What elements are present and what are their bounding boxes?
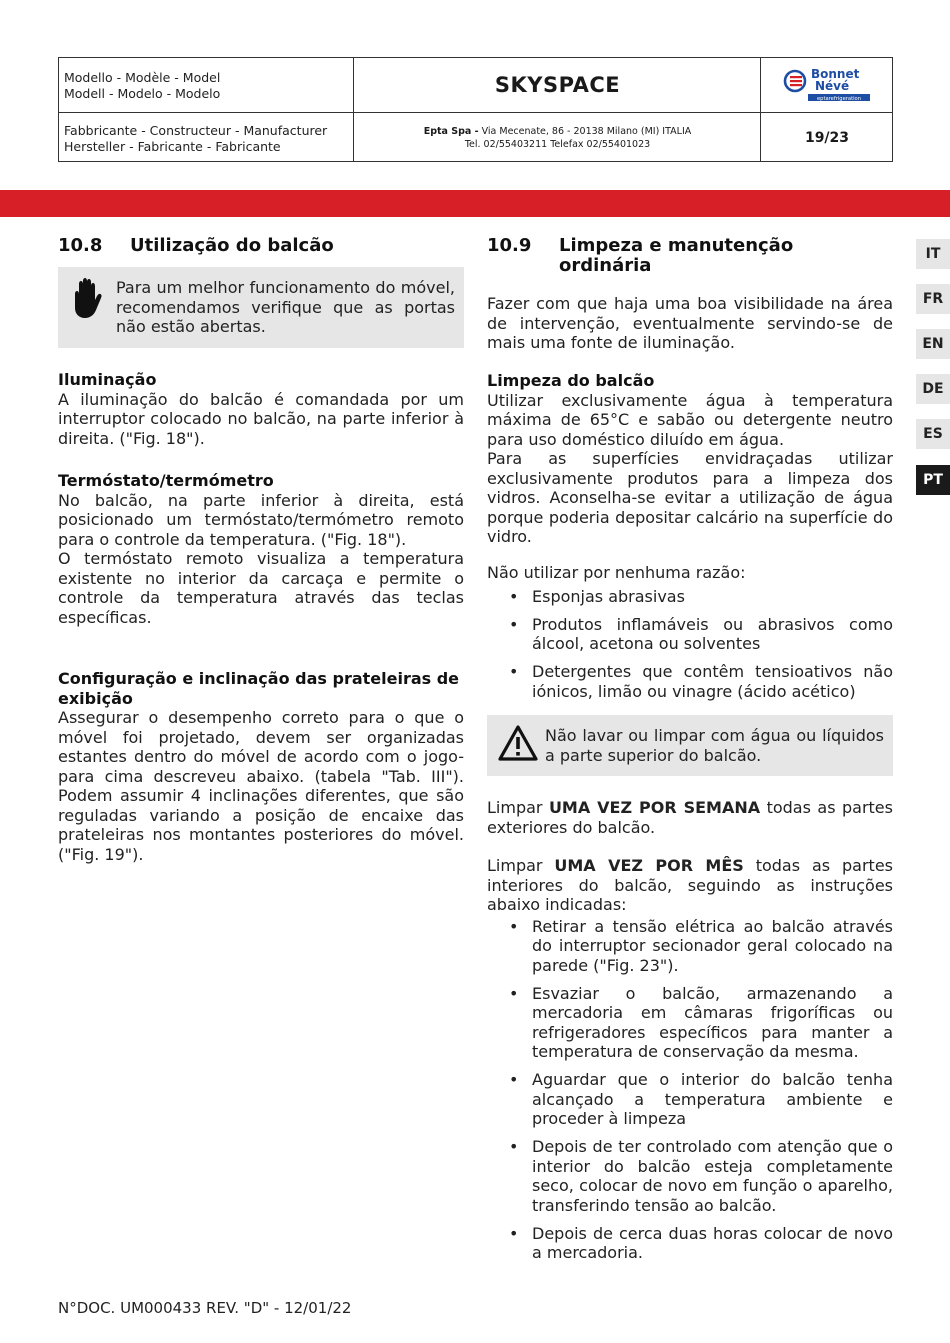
lang-tab-it[interactable]: IT — [916, 239, 950, 269]
thermostat-text-2: O termóstato remoto visualiza a temperatura existente no interior da carcaça e permite o controle da temperatura através das teclas específicas. — [58, 549, 464, 627]
thermostat-block — [58, 471, 464, 627]
lang-tab-pt[interactable]: PT — [916, 465, 950, 495]
monthly-post: todas as partes interiores do balcão, seguindo as instruções abaixo indicadas: — [487, 856, 893, 914]
section-number: 10.9 — [487, 235, 532, 256]
list-item: • Aguardar que o interior do balcão tenha alcançado a temperatura ambiente e proceder à limpeza — [487, 1070, 893, 1129]
red-band — [0, 190, 950, 217]
lang-tab-fr[interactable]: FR — [916, 284, 950, 314]
section-heading-10-9 — [487, 236, 893, 276]
weekly-block — [487, 798, 893, 837]
list-item: • Esponjas abrasivas — [487, 587, 893, 607]
cleaning-text-1: Utilizar exclusivamente água à temperatura máxima de 65°C e sabão ou detergente neutro para uso doméstico diluído em água. — [487, 390, 893, 449]
manufacturer-label-line2: Hersteller - Fabricante - Fabricante — [64, 139, 281, 154]
model-label — [64, 70, 220, 102]
cleaning-title: Limpeza do balcão — [487, 371, 655, 390]
brand-logo — [761, 58, 893, 112]
company-name: Epta Spa - — [423, 125, 479, 137]
list-item: • Depois de cerca duas horas colocar de novo a mercadoria. — [487, 1224, 893, 1263]
intro-text: Fazer com que haja uma boa visibilidade na área de intervenção, eventualmente servindo-se de mais uma fonte de iluminação. — [487, 294, 893, 352]
logo-subtext: eptarefrigeration — [816, 95, 862, 102]
cleaning-text-2: Para as superfícies envidraçadas utilizar exclusivamente produtos para a limpeza dos vidros. Aconselha-se evitar a utilização de água porque poderia depositar calcário na superfície do vidro. — [487, 449, 893, 546]
lang-tab-es[interactable]: ES — [916, 419, 950, 449]
warning-box — [487, 715, 893, 776]
warning-text: Não lavar ou limpar com água ou líquidos a parte superior do balcão. — [545, 726, 884, 765]
list-item: • Detergentes que contêm tensioativos não iónicos, limão ou vinagre (ácido acético) — [487, 662, 893, 701]
lighting-block — [58, 370, 464, 448]
section-heading-10-8 — [58, 236, 464, 256]
list-item: • Produtos inflamáveis ou abrasivos como álcool, acetona ou solventes — [487, 615, 893, 654]
weekly-bold: UMA VEZ POR SEMANA — [548, 798, 761, 817]
weekly-pre: Limpar — [487, 798, 549, 817]
thermostat-text-1: No balcão, na parte inferior à direita, está posicionado um termóstato/termómetro remoto para o controle da temperatura. ("Fig. 18"). — [58, 490, 464, 549]
manufacturer-label-line1: Fabbricante - Constructeur - Manufacturer — [64, 123, 328, 138]
cleaning-block — [487, 371, 893, 547]
section-number: 10.8 — [58, 235, 103, 256]
lighting-text: A iluminação do balcão é comandada por um interruptor colocado no balcão, na parte inferior à direita. ("Fig. 18"). — [58, 389, 464, 448]
logo-text-2: Névé — [815, 79, 850, 93]
monthly-pre: Limpar — [487, 856, 555, 875]
model-label-line2: Modell - Modelo - Modelo — [64, 86, 221, 101]
document-footer: N°DOC. UM000433 REV. "D" - 12/01/22 — [58, 1299, 352, 1317]
intro-block — [487, 294, 893, 353]
monthly-list — [487, 917, 893, 1263]
monthly-block — [487, 856, 893, 1271]
model-label-line1: Modello - Modèle - Model — [64, 70, 221, 85]
weekly-post: todas as partes exteriores do balcão. — [487, 798, 893, 837]
monthly-text — [487, 856, 893, 915]
hand-stop-icon — [71, 276, 103, 320]
shelves-text: Assegurar o desempenho correto para o que o móvel foi projetado, devem ser organizadas estantes dentro do móvel de acordo com o jogo-para cima descreveu abaixo. (tabela "Tab. III"). Podem assumir 4 inclinações diferentes, que são reguladas variando a posição de encaixe das prateleiras nos montantes posteriores do móvel. ("Fig. 19"). — [58, 708, 464, 864]
manufacturer-label — [64, 123, 327, 155]
list-item: • Retirar a tensão elétrica ao balcão através do interruptor secionador geral colocado na parede ("Fig. 23"). — [487, 917, 893, 976]
list-item: • Esvaziar o balcão, armazenando a mercadoria em câmaras frigoríficas ou refrigeradores específicos para manter a temperatura de conservação da mesma. — [487, 984, 893, 1062]
document-header — [58, 57, 893, 162]
weekly-text — [487, 798, 893, 837]
never-use-block — [487, 563, 893, 710]
note-text: Para um melhor funcionamento do móvel, recomendamos verifique que as portas não estão abertas. — [116, 278, 455, 336]
address-line: Via Mecenate, 86 - 20138 Milano (MI) ITALIA — [478, 125, 692, 137]
shelves-title: Configuração e inclinação das prateleiras de exibição — [58, 669, 460, 708]
lang-tab-de[interactable]: DE — [916, 374, 950, 404]
lighting-title: Iluminação — [58, 370, 157, 389]
never-use-list — [487, 587, 893, 702]
monthly-bold: UMA VEZ POR MÊS — [554, 856, 744, 875]
never-use-text: Não utilizar por nenhuma razão: — [487, 563, 746, 582]
manufacturer-address — [354, 112, 761, 163]
section-title-line1: Limpeza e manutenção — [559, 235, 794, 256]
logo-text-1: Bonnet — [811, 67, 860, 81]
note-box — [58, 267, 464, 348]
section-title-line2: ordinária — [559, 255, 652, 276]
product-title: SKYSPACE — [494, 73, 621, 97]
section-title: Utilização do balcão — [130, 235, 334, 256]
warning-triangle-icon — [497, 724, 539, 762]
phone-line: Tel. 02/55403211 Telefax 02/55401023 — [464, 138, 651, 150]
list-item: • Depois de ter controlado com atenção que o interior do balcão esteja completamente seco, colocar de novo em função o aparelho, transferindo tensão ao balcão. — [487, 1137, 893, 1215]
lang-tab-en[interactable]: EN — [916, 329, 950, 359]
bonnet-neve-logo-icon — [782, 65, 872, 105]
thermostat-title: Termóstato/termómetro — [58, 471, 274, 490]
page-number: 19/23 — [804, 129, 850, 146]
shelves-block — [58, 669, 464, 864]
